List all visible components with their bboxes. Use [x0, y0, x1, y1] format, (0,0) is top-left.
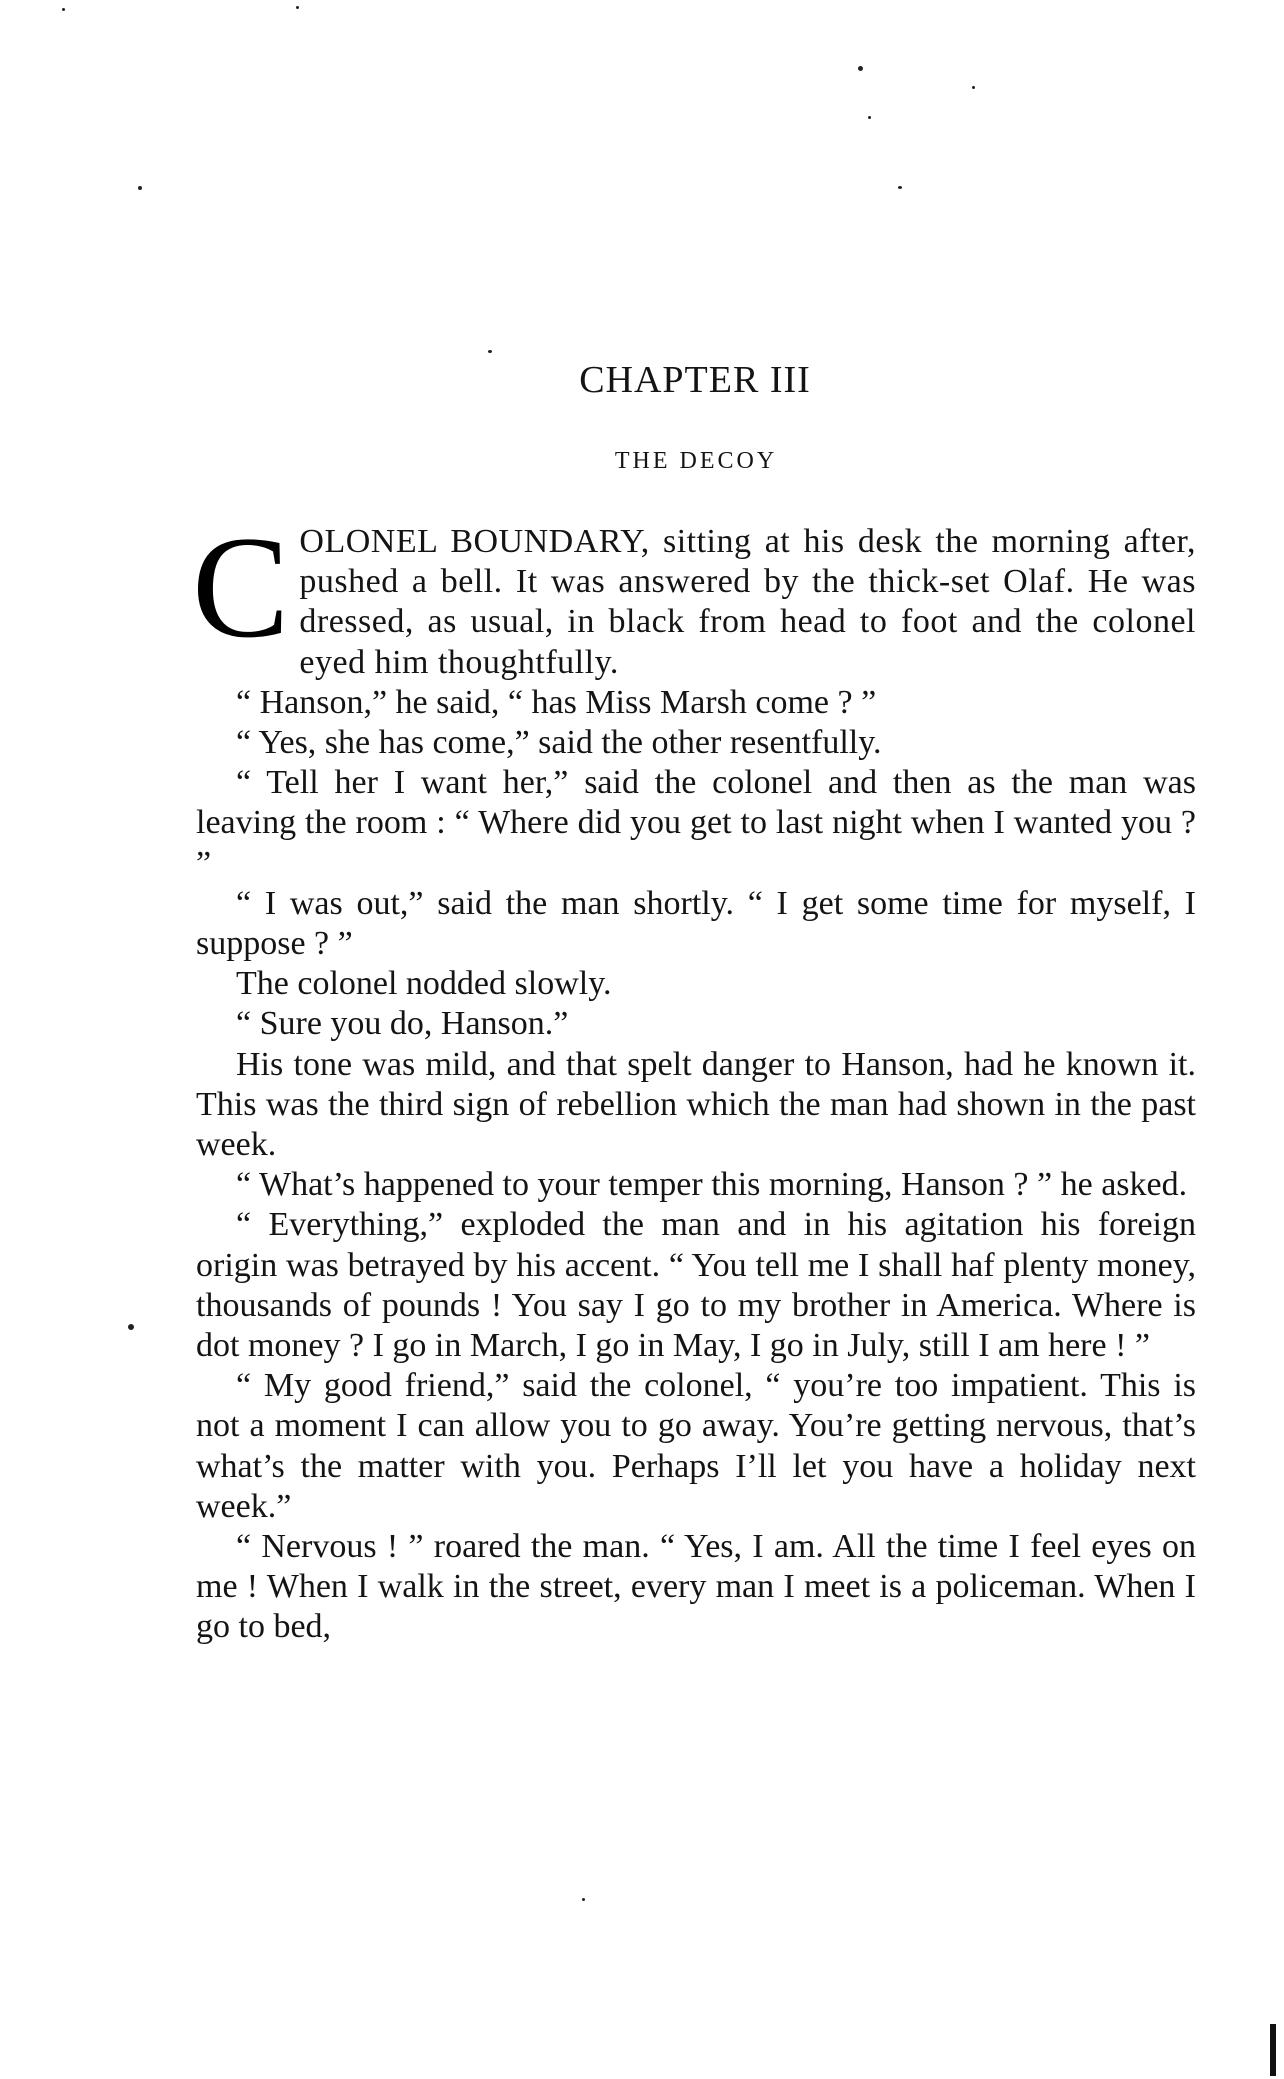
scan-speck	[138, 186, 142, 190]
scan-speck	[898, 186, 902, 189]
paragraph: “ What’s happened to your temper this morning, Hanson ? ” he asked.	[236, 1166, 1188, 1204]
paragraph: “ Hanson,” he said, “ has Miss Marsh come ? ”	[236, 683, 877, 721]
scan-speck	[62, 8, 65, 11]
chapter-subtitle: THE DECOY	[614, 448, 778, 474]
opening-paragraph-text: OLONEL BOUNDARY, sitting at his desk the morning after, pushed a bell. It was answered by the thick-set Olaf. He was dressed, as usual, in black from head to foot and the colonel eyed him thoughtfully.	[299, 523, 1196, 681]
scan-speck	[128, 1324, 134, 1330]
paragraph: “ Everything,” exploded the man and in his agitation his foreign origin was betrayed by his accent. “ You tell me I shall haf plenty money, thousands of pounds ! You say I go to my brother in America. Where is dot money ? I go in March, I go in May, I go in July, still I am here ! ”	[196, 1206, 1196, 1365]
paragraph: “ My good friend,” said the colonel, “ you’re too impatient. This is not a moment I can allow you to go away. You’re getting nervous, that’s what’s the matter with you. Perhaps I’ll let you have a holiday next week.”	[196, 1367, 1196, 1525]
paragraph: His tone was mild, and that spelt danger to Hanson, had he known it. This was the third sign of rebellion which the man had shown in the past week.	[196, 1045, 1196, 1164]
paragraph: “ Tell her I want her,” said the colonel and then as the man was leaving the room : “ Where did you get to last night when I wanted you ? ”	[196, 764, 1196, 882]
scan-speck	[868, 116, 871, 119]
paragraph: The colonel nodded slowly.	[236, 965, 612, 1003]
paragraph: “ Sure you do, Hanson.”	[236, 1005, 569, 1043]
chapter-title: CHAPTER III	[579, 359, 811, 401]
scan-speck	[488, 350, 492, 353]
opening-paragraph	[192, 506, 1196, 683]
scan-speck	[582, 1898, 585, 1901]
paragraph: “ Yes, she has come,” said the other resentfully.	[236, 724, 882, 762]
page-edge-mark	[1270, 2024, 1276, 2076]
chapter-body	[192, 506, 1196, 1648]
paragraph: “ Nervous ! ” roared the man. “ Yes, I am. All the time I feel eyes on me ! When I walk in the street, every man I meet is a policeman. When I go to bed,	[196, 1528, 1196, 1646]
scan-speck	[858, 66, 863, 71]
paragraph: “ I was out,” said the man shortly. “ I get some time for myself, I suppose ? ”	[196, 884, 1196, 963]
drop-cap: C	[192, 506, 290, 668]
scan-speck	[296, 6, 299, 9]
scan-speck	[972, 86, 975, 89]
